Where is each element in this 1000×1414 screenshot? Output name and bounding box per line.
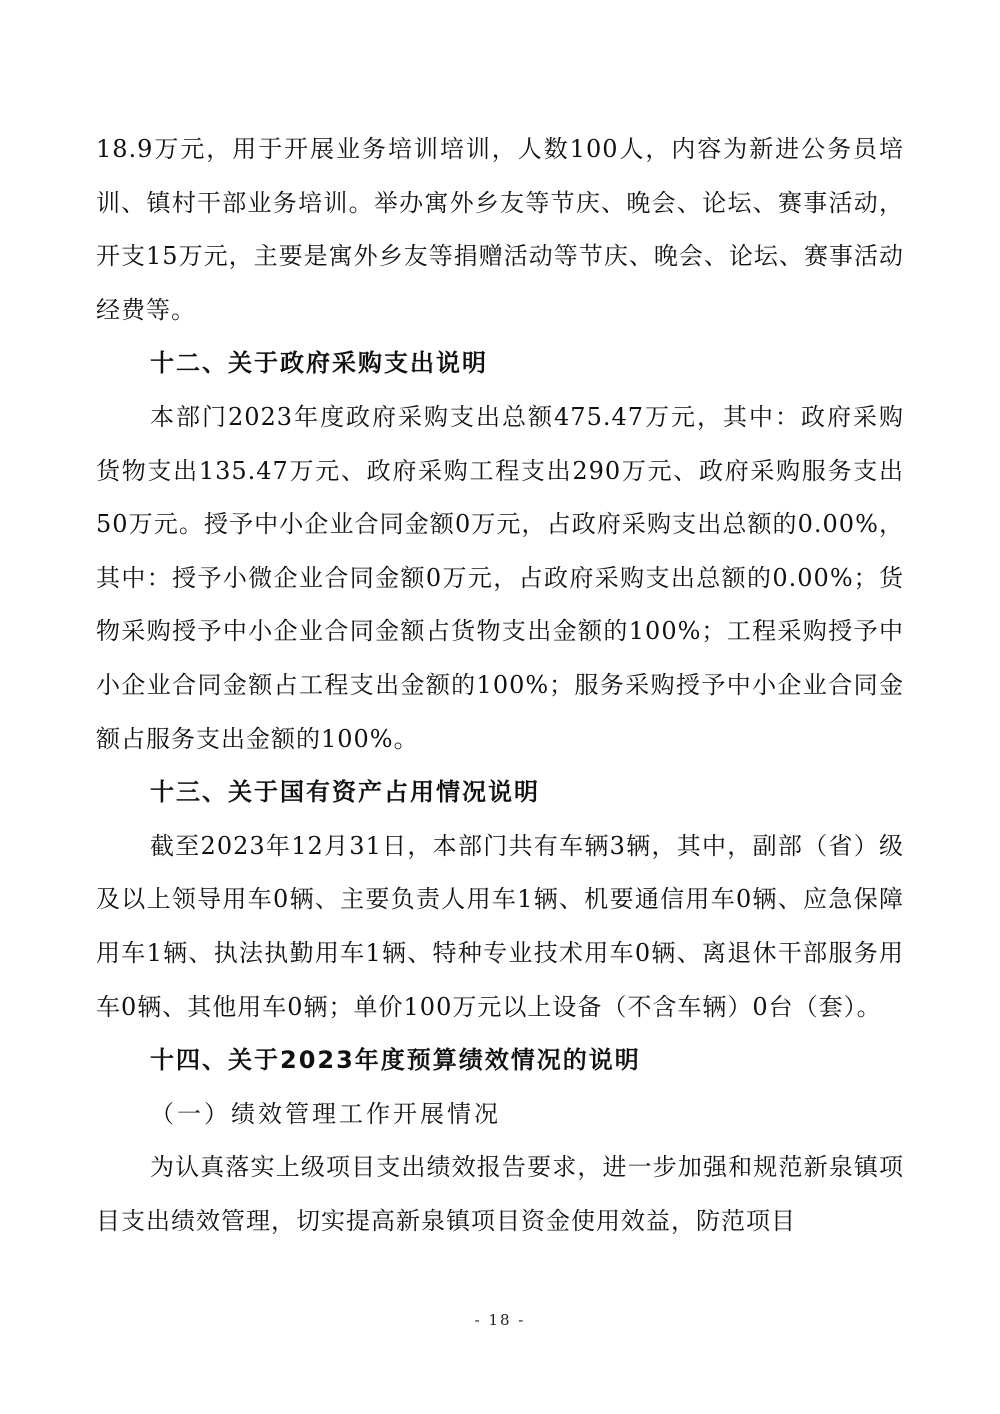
subheading-performance-management: （一）绩效管理工作开展情况 (150, 1099, 501, 1128)
heading-state-assets: 十三、关于国有资产占用情况说明 (150, 778, 540, 807)
paragraph-government-procurement: 本部门2023年度政府采购支出总额475.47万元，其中：政府采购货物支出135.47万元、政府采购工程支出290万元、政府采购服务支出50万元。授予中小企业合同金额0万元，占政府采购支出总额的0.00%，其中：授予小微企业合同金额0万元，占政府采购支出总额的0.00%；货物采购授予中小企业合同金额占货物支出金额的100%；工程采购授予中小企业合同金额占工程支出金额的100%；服务采购授予中小企业合同金额占服务支出金额的100%。 (96, 402, 904, 753)
paragraph-performance-management: 为认真落实上级项目支出绩效报告要求，进一步加强和规范新泉镇项目支出绩效管理，切实提高新泉镇项目资金使用效益，防范项目 (96, 1153, 904, 1235)
paragraph-training-expenses: 18.9万元，用于开展业务培训培训，人数100人，内容为新进公务员培训、镇村干部业务培训。举办寓外乡友等节庆、晚会、论坛、赛事活动，开支15万元，主要是寓外乡友等捐赠活动等节庆、晚会、论坛、赛事活动经费等。 (96, 135, 904, 324)
body-text (96, 123, 904, 1248)
page-number: - 18 - (474, 1311, 526, 1329)
paragraph-state-assets: 截至2023年12月31日，本部门共有车辆3辆，其中，副部（省）级及以上领导用车0辆、主要负责人用车1辆、机要通信用车0辆、应急保障用车1辆、执法执勤用车1辆、特种专业技术用车0辆、离退休干部服务用车0辆、其他用车0辆；单价100万元以上设备（不含车辆）0台（套）。 (96, 831, 904, 1021)
heading-budget-performance: 十四、关于2023年度预算绩效情况的说明 (150, 1046, 641, 1075)
heading-government-procurement: 十二、关于政府采购支出说明 (150, 349, 488, 378)
